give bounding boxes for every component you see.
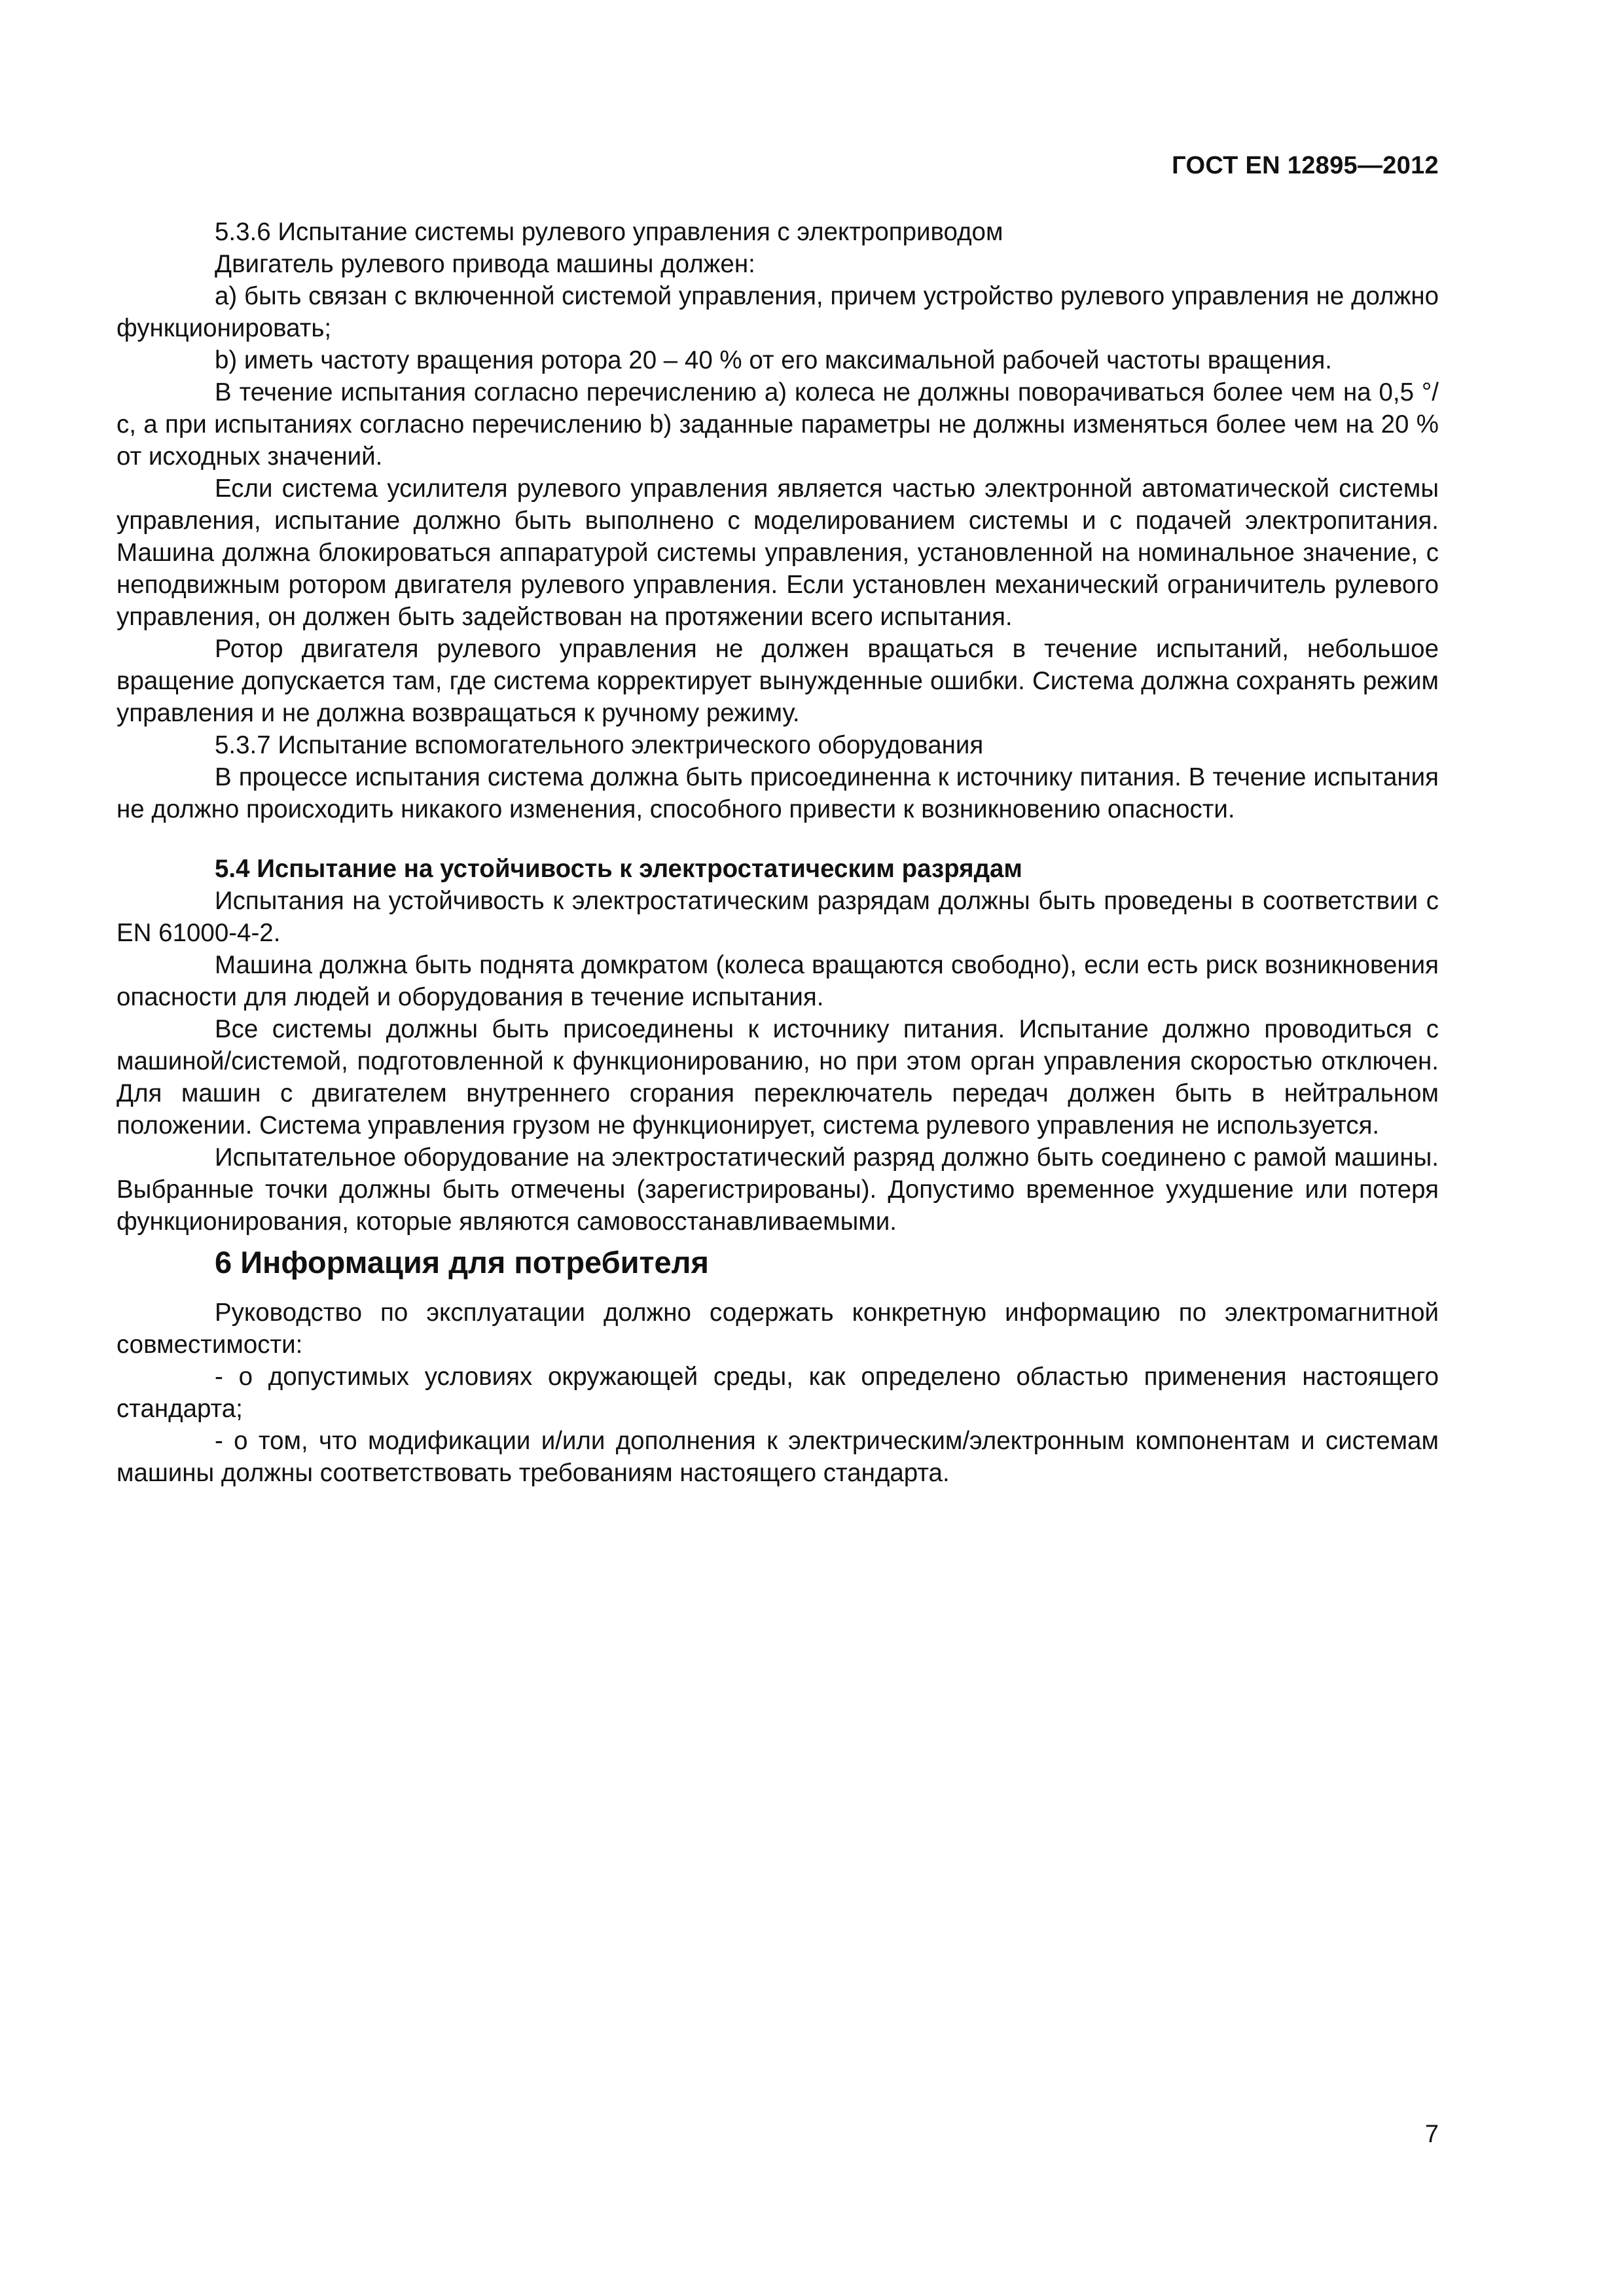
paragraph: Ротор двигателя рулевого управления не должен вращаться в течение испытаний, небольшое вращение допускается там, где система корректирует вынужденные ошибки. Система должна сохранять режим управления и не должна возвращаться к ручному режиму.	[117, 635, 1439, 727]
paragraph: Если система усилителя рулевого управления является частью электронной автоматической системы управления, испытание должно быть выполнено с моделированием системы и с подачей электропитания. Машина должна блокироваться аппаратурой системы управления, установленной на номинальное значение, с неподвижным ротором двигателя рулевого управления. Если установлен механический ограничитель рулевого управления, он должен быть задействован на протяжении всего испытания.	[117, 475, 1439, 631]
paragraph: В процессе испытания система должна быть присоединенна к источнику питания. В течение испытания не должно происходить никакого изменения, способного привести к возникновению опасности.	[117, 763, 1439, 823]
page-number: 7	[1424, 2121, 1439, 2148]
paragraph: Все системы должны быть присоединены к источнику питания. Испытание должно проводиться с машиной/системой, подготовленной к функционированию, но при этом орган управления скоростью отключен. Для машин с двигателем внутреннего сгорания переключатель передач должен быть в нейтральном положении. Система управления грузом не функционирует, система рулевого управления не используется.	[117, 1015, 1439, 1139]
paragraph: Испытания на устойчивость к электростатическим разрядам должны быть проведены в соответствии с EN 61000-4-2.	[117, 887, 1439, 947]
paragraph: Машина должна быть поднята домкратом (колеса вращаются свободно), если есть риск возникновения опасности для людей и оборудования в течение испытания.	[117, 951, 1439, 1011]
paragraph: В течение испытания согласно перечислению а) колеса не должны поворачиваться более чем на 0,5 °/с, а при испытаниях согласно перечислению b) заданные параметры не должны изменяться более чем на 20 % от исходных значений.	[117, 378, 1439, 471]
list-item-a: а) быть связан с включенной системой управления, причем устройство рулевого управления не должно функционировать;	[117, 282, 1439, 342]
page-content	[117, 216, 1439, 1489]
section-6-heading: 6 Информация для потребителя	[215, 1245, 709, 1280]
list-item: - о допустимых условиях окружающей среды, как определено областью применения настоящего стандарта;	[117, 1363, 1439, 1423]
list-item-b: b) иметь частоту вращения ротора 20 – 40 % от его максимальной рабочей частоты вращения.	[215, 346, 1333, 374]
paragraph: Двигатель рулевого привода машины должен:	[215, 250, 755, 278]
paragraph: Руководство по эксплуатации должно содержать конкретную информацию по электромагнитной совместимости:	[117, 1299, 1439, 1359]
list-item: - о том, что модификации и/или дополнения к электрическим/электронным компонентам и системам машины должны соответствовать требованиям настоящего стандарта.	[117, 1427, 1439, 1487]
section-5-4-title: 5.4 Испытание на устойчивость к электростатическим разрядам	[215, 855, 1022, 883]
document-header: ГОСТ EN 12895—2012	[1172, 152, 1439, 179]
paragraph: Испытательное оборудование на электростатический разряд должно быть соединено с рамой машины. Выбранные точки должны быть отмечены (зарегистрированы). Допустимо временное ухудшение или потеря функционирования, которые являются самовосстанавливаемыми.	[117, 1143, 1439, 1236]
spacer	[117, 825, 1439, 853]
section-5-3-6-title: 5.3.6 Испытание системы рулевого управления с электроприводом	[215, 218, 1003, 246]
section-5-3-7-title: 5.3.7 Испытание вспомогательного электрического оборудования	[215, 731, 984, 759]
